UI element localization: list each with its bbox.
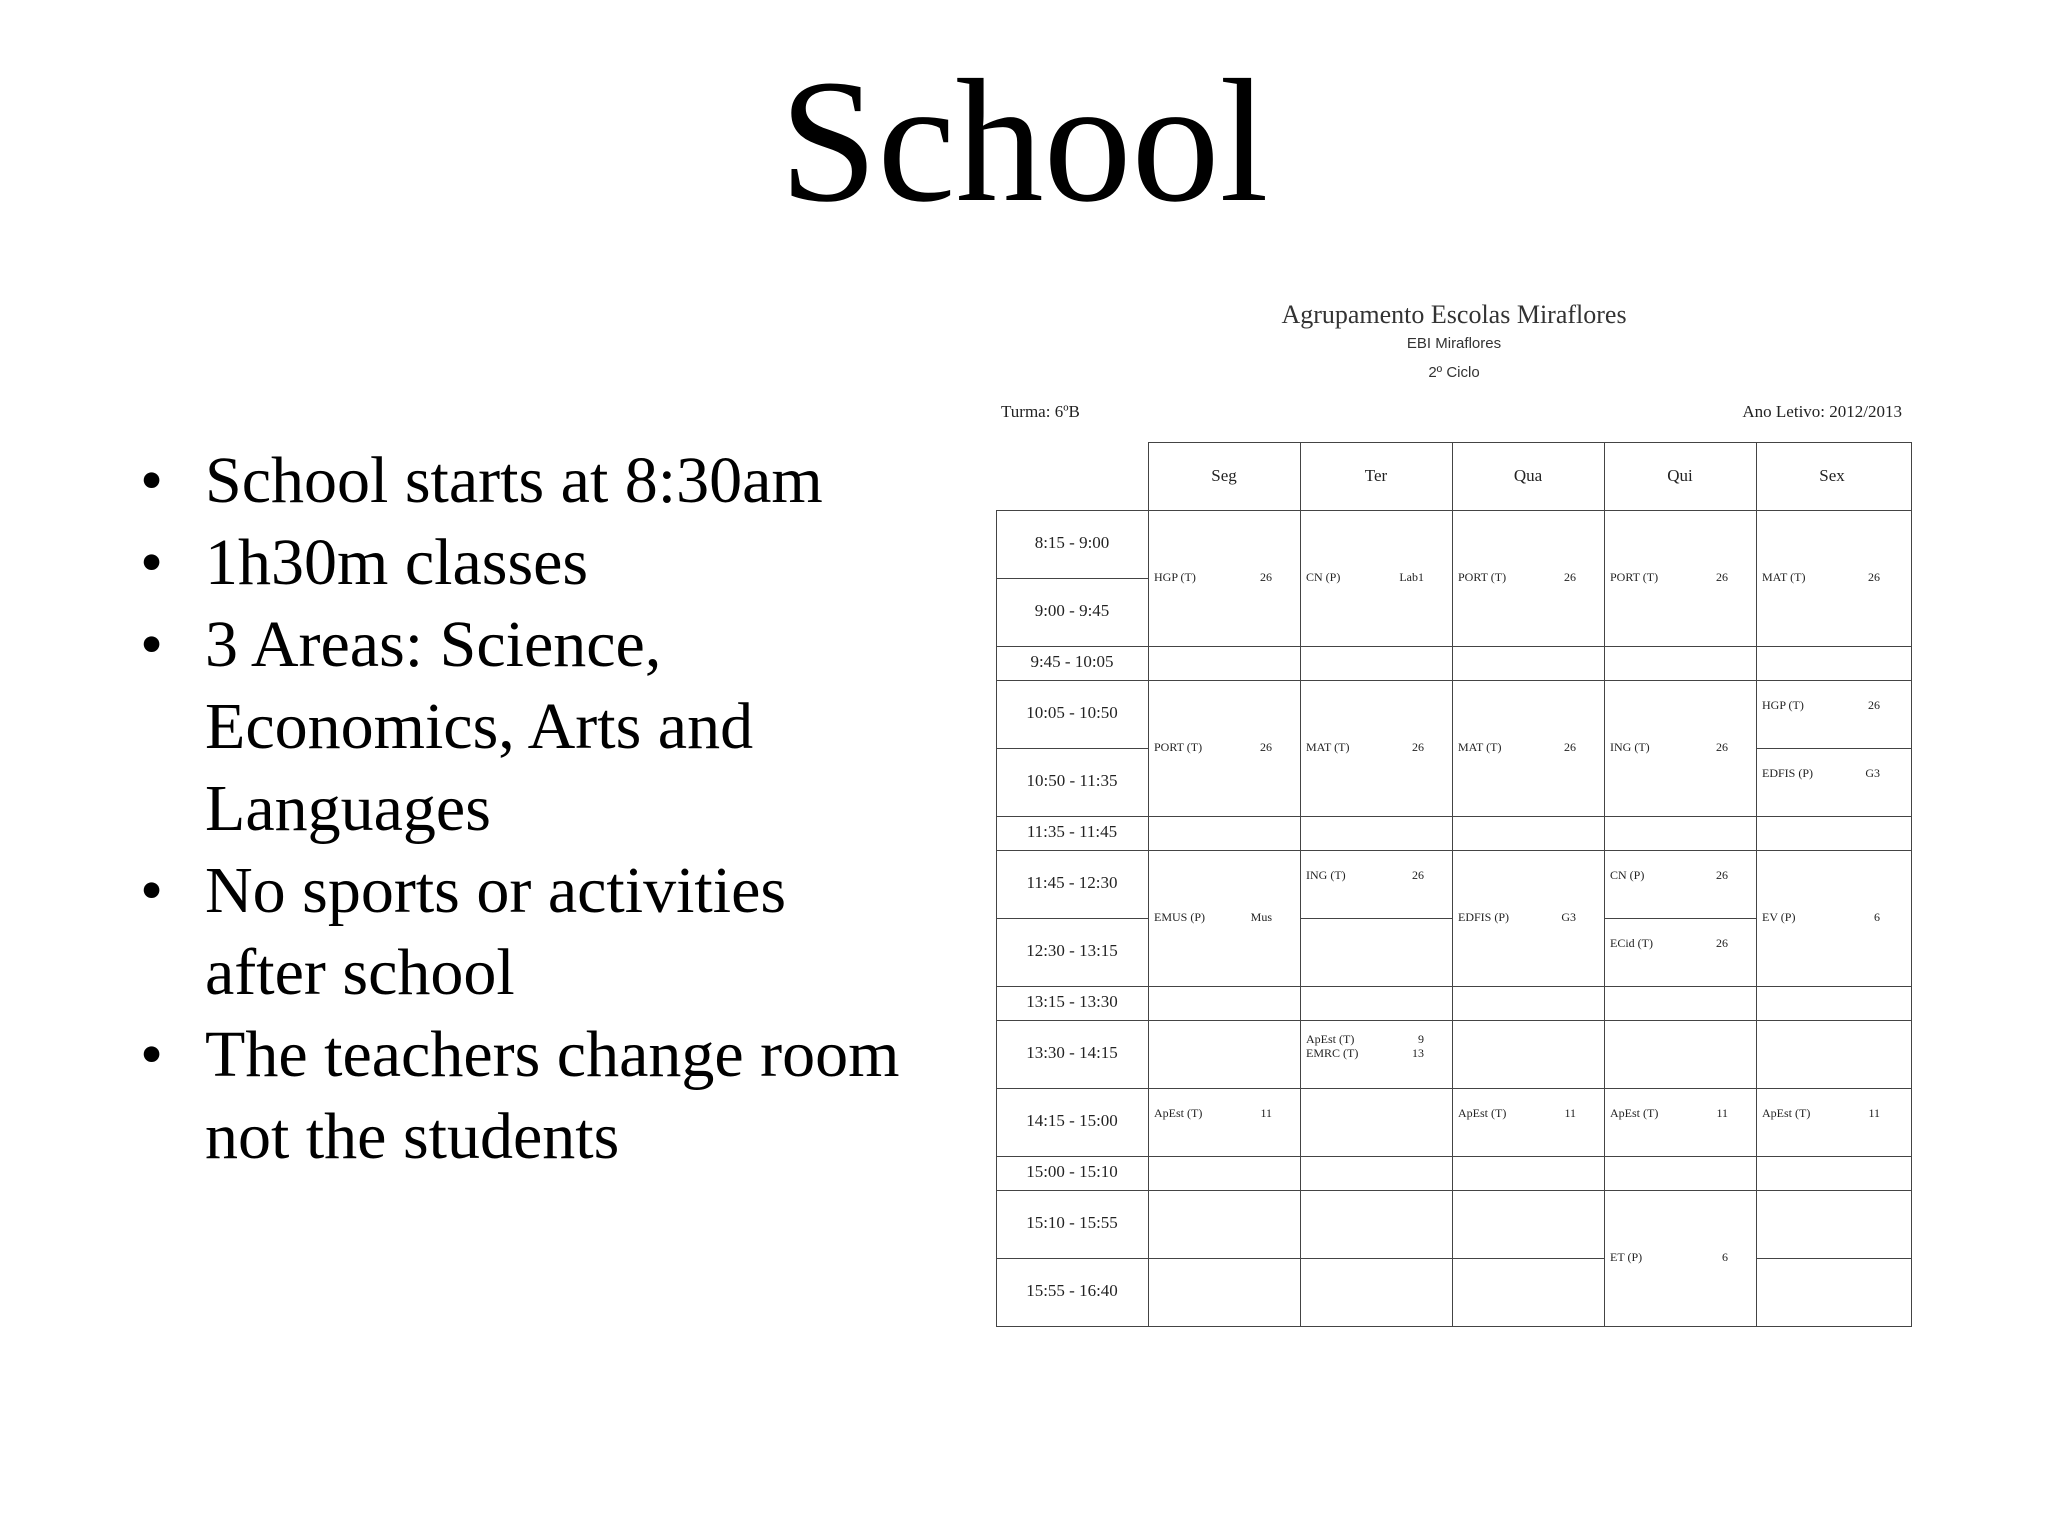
grid-line <box>1756 1258 1912 1259</box>
time-slot-label: 10:50 - 11:35 <box>1026 771 1118 790</box>
grid-line <box>1148 1326 1300 1327</box>
grid-line <box>1452 1258 1604 1259</box>
grid-line <box>1148 442 1912 443</box>
entry-subject: PORT (T) <box>1154 740 1203 754</box>
entry-room: 26 <box>1868 570 1880 584</box>
entry-room: 26 <box>1564 740 1576 754</box>
timetable-entry <box>1302 1046 1442 1066</box>
timetable-entry <box>1150 740 1290 760</box>
entry-room: 26 <box>1260 570 1272 584</box>
entry-subject: MAT (T) <box>1762 570 1806 584</box>
grid-line <box>996 1088 1148 1089</box>
entry-subject: MAT (T) <box>1458 740 1502 754</box>
day-header: Qui <box>1667 466 1693 485</box>
entry-room: 26 <box>1868 698 1880 712</box>
grid-line <box>1604 1156 1756 1157</box>
entry-subject: CN (P) <box>1306 570 1341 584</box>
bullet-dot: • <box>140 854 164 927</box>
entry-subject: ING (T) <box>1610 740 1650 754</box>
grid-line <box>1604 986 1756 987</box>
timetable-entry <box>1454 1106 1594 1126</box>
entry-room: Mus <box>1250 910 1272 924</box>
bullet-dot: • <box>140 444 164 517</box>
entry-room: 6 <box>1722 1250 1728 1264</box>
bullet-item <box>140 850 900 1014</box>
grid-line <box>1148 442 1149 1326</box>
grid-line <box>1300 1258 1452 1259</box>
entry-subject: EMUS (P) <box>1154 910 1206 924</box>
grid-line <box>1452 442 1453 1326</box>
grid-line <box>996 748 1148 749</box>
timetable-entry <box>1606 936 1746 956</box>
timetable-grid <box>996 442 1912 1334</box>
grid-line <box>1452 1190 1604 1191</box>
entry-subject: EV (P) <box>1762 910 1796 924</box>
timetable-entry <box>1150 570 1290 590</box>
grid-line <box>1148 1258 1300 1259</box>
entry-subject: EDFIS (P) <box>1762 766 1814 780</box>
grid-line <box>1300 918 1452 919</box>
timetable-entry <box>1302 740 1442 760</box>
entry-room: 13 <box>1412 1046 1424 1060</box>
entry-room: Lab1 <box>1399 570 1424 584</box>
grid-line <box>1300 442 1301 1326</box>
grid-line <box>1756 1326 1912 1327</box>
timetable-entry <box>1606 1250 1746 1270</box>
grid-line <box>1148 1156 1300 1157</box>
grid-line <box>1604 1326 1756 1327</box>
entry-subject: PORT (T) <box>1458 570 1507 584</box>
grid-line <box>1756 510 1912 511</box>
grid-line <box>996 816 1148 817</box>
entry-subject: ECid (T) <box>1610 936 1653 950</box>
grid-line <box>1300 1020 1452 1021</box>
grid-line <box>1756 1156 1912 1157</box>
entry-room: G3 <box>1865 766 1880 780</box>
entry-subject: CN (P) <box>1610 868 1645 882</box>
entry-room: 26 <box>1716 740 1728 754</box>
grid-line <box>1756 1020 1912 1021</box>
bullet-dot: • <box>140 608 164 681</box>
grid-line <box>996 986 1148 987</box>
grid-line <box>1452 510 1604 511</box>
entry-subject: EDFIS (P) <box>1458 910 1510 924</box>
grid-line <box>996 510 997 1326</box>
timetable-entry <box>1606 570 1746 590</box>
time-slot-label: 8:15 - 9:00 <box>1034 533 1110 552</box>
bullet-item <box>140 1014 900 1178</box>
grid-line <box>1452 986 1604 987</box>
bullet-dot: • <box>140 1018 164 1091</box>
time-slot-label: 15:00 - 15:10 <box>1026 1162 1118 1181</box>
grid-line <box>1452 816 1604 817</box>
timetable-image <box>996 292 1912 1342</box>
grid-line <box>1148 816 1300 817</box>
grid-line <box>1756 1088 1912 1089</box>
entry-subject: ET (P) <box>1610 1250 1643 1264</box>
grid-line <box>996 646 1148 647</box>
grid-line <box>1756 816 1912 817</box>
grid-line <box>1604 1088 1756 1089</box>
time-slot-label: 15:55 - 16:40 <box>1026 1281 1118 1300</box>
entry-subject: ApEst (T) <box>1762 1106 1811 1120</box>
grid-line <box>996 510 1148 511</box>
grid-line <box>1148 680 1300 681</box>
grid-line <box>1452 1088 1604 1089</box>
day-header: Qua <box>1513 466 1543 485</box>
grid-line <box>1300 1326 1452 1327</box>
grid-line <box>1911 442 1912 1326</box>
grid-line <box>1452 1156 1604 1157</box>
grid-line <box>996 1190 1148 1191</box>
grid-line <box>1300 646 1452 647</box>
bullet-dot: • <box>140 526 164 599</box>
grid-line <box>996 850 1148 851</box>
grid-line <box>996 1020 1148 1021</box>
day-header: Sex <box>1819 466 1845 485</box>
entry-subject: HGP (T) <box>1762 698 1804 712</box>
bullet-text: No sports or activities after school <box>205 854 787 1009</box>
grid-line <box>1756 646 1912 647</box>
timetable-entry <box>1454 570 1594 590</box>
timetable-entry <box>1758 570 1898 590</box>
timetable-entry <box>1758 698 1898 718</box>
grid-line <box>1300 510 1452 511</box>
timetable-entry <box>1454 740 1594 760</box>
timetable-class-label: Turma: 6ºB <box>1001 402 1080 421</box>
grid-line <box>1756 986 1912 987</box>
time-slot-label: 12:30 - 13:15 <box>1026 941 1118 960</box>
grid-line <box>1300 816 1452 817</box>
time-slot-label: 11:45 - 12:30 <box>1026 873 1118 892</box>
grid-line <box>1300 1156 1452 1157</box>
timetable-entry <box>1302 868 1442 888</box>
grid-line <box>1148 1020 1300 1021</box>
timetable-org: Agrupamento Escolas Miraflores <box>1281 300 1627 329</box>
grid-line <box>996 680 1148 681</box>
grid-line <box>1604 918 1756 919</box>
grid-line <box>1604 816 1756 817</box>
timetable-entry <box>1302 570 1442 590</box>
entry-subject: PORT (T) <box>1610 570 1659 584</box>
grid-line <box>996 918 1148 919</box>
entry-room: 11 <box>1868 1106 1880 1120</box>
day-header: Ter <box>1364 466 1388 485</box>
grid-line <box>1148 1190 1300 1191</box>
entry-room: 9 <box>1418 1032 1424 1046</box>
entry-subject: ApEst (T) <box>1306 1032 1355 1046</box>
time-slot-label: 9:45 - 10:05 <box>1030 652 1114 671</box>
bullet-item <box>140 440 900 522</box>
grid-line <box>1452 680 1604 681</box>
entry-subject: ApEst (T) <box>1154 1106 1203 1120</box>
grid-line <box>1604 680 1756 681</box>
entry-subject: HGP (T) <box>1154 570 1196 584</box>
timetable-entry <box>1758 1106 1898 1126</box>
bullet-text: 3 Areas: Science, Economics, Arts and Languages <box>205 608 754 845</box>
bullet-text: School starts at 8:30am <box>205 444 823 517</box>
timetable-entry <box>1606 868 1746 888</box>
grid-line <box>1756 680 1912 681</box>
grid-line <box>1604 1020 1756 1021</box>
time-slot-label: 9:00 - 9:45 <box>1034 601 1110 620</box>
grid-line <box>1452 850 1604 851</box>
bullet-text: 1h30m classes <box>205 526 589 599</box>
entry-room: 26 <box>1716 868 1728 882</box>
time-slot-label: 13:30 - 14:15 <box>1026 1043 1118 1062</box>
timetable-year-label: Ano Letivo: 2012/2013 <box>1742 402 1902 421</box>
entry-room: 26 <box>1716 570 1728 584</box>
grid-line <box>1756 748 1912 749</box>
entry-room: 6 <box>1874 910 1880 924</box>
bullet-list <box>140 440 900 1178</box>
bullet-item <box>140 604 900 850</box>
grid-line <box>996 1156 1148 1157</box>
grid-line <box>1604 850 1756 851</box>
grid-line <box>1300 680 1452 681</box>
entry-room: 26 <box>1716 936 1728 950</box>
timetable-school: EBI Miraflores <box>1406 335 1502 352</box>
grid-line <box>1452 1020 1604 1021</box>
grid-line <box>1148 850 1300 851</box>
grid-line <box>1148 1088 1300 1089</box>
grid-line <box>1604 1190 1756 1191</box>
timetable-entry <box>1606 1106 1746 1126</box>
entry-room: 26 <box>1260 740 1272 754</box>
grid-line <box>1148 986 1300 987</box>
timetable-entry <box>1606 740 1746 760</box>
timetable-entry <box>1454 910 1594 930</box>
grid-line <box>1604 646 1756 647</box>
grid-line <box>1452 646 1604 647</box>
bullet-item <box>140 522 900 604</box>
grid-line <box>1300 1088 1452 1089</box>
grid-line <box>1300 1190 1452 1191</box>
timetable-entry <box>1758 910 1898 930</box>
entry-subject: ApEst (T) <box>1610 1106 1659 1120</box>
timetable-entry <box>1150 910 1290 930</box>
grid-line <box>1604 510 1756 511</box>
time-slot-label: 14:15 - 15:00 <box>1026 1111 1118 1130</box>
grid-line <box>996 1326 1148 1327</box>
time-slot-label: 15:10 - 15:55 <box>1026 1213 1118 1232</box>
grid-line <box>1756 442 1757 1326</box>
entry-subject: MAT (T) <box>1306 740 1350 754</box>
entry-room: 11 <box>1260 1106 1272 1120</box>
grid-line <box>1148 646 1300 647</box>
time-slot-label: 11:35 - 11:45 <box>1026 822 1118 841</box>
entry-room: 11 <box>1716 1106 1728 1120</box>
entry-room: 26 <box>1564 570 1576 584</box>
grid-line <box>1300 986 1452 987</box>
grid-line <box>1148 510 1300 511</box>
entry-subject: ApEst (T) <box>1458 1106 1507 1120</box>
entry-room: 11 <box>1564 1106 1576 1120</box>
entry-subject: ING (T) <box>1306 868 1346 882</box>
entry-room: 26 <box>1412 868 1424 882</box>
grid-line <box>1756 1190 1912 1191</box>
grid-line <box>1452 1326 1604 1327</box>
day-header: Seg <box>1211 466 1237 485</box>
grid-line <box>1604 442 1605 1326</box>
entry-subject: EMRC (T) <box>1306 1046 1359 1060</box>
entry-room: 26 <box>1412 740 1424 754</box>
timetable-entry <box>1758 766 1898 786</box>
grid-line <box>1756 850 1912 851</box>
grid-line <box>996 578 1148 579</box>
time-slot-label: 10:05 - 10:50 <box>1026 703 1118 722</box>
grid-line <box>1300 850 1452 851</box>
timetable-entry <box>1150 1106 1290 1126</box>
timetable-cycle: 2º Ciclo <box>1428 364 1480 381</box>
entry-room: G3 <box>1561 910 1576 924</box>
time-slot-label: 13:15 - 13:30 <box>1026 992 1118 1011</box>
slide-title: School <box>779 44 1269 239</box>
grid-line <box>996 1258 1148 1259</box>
bullet-text: The teachers change room not the students <box>205 1018 900 1173</box>
